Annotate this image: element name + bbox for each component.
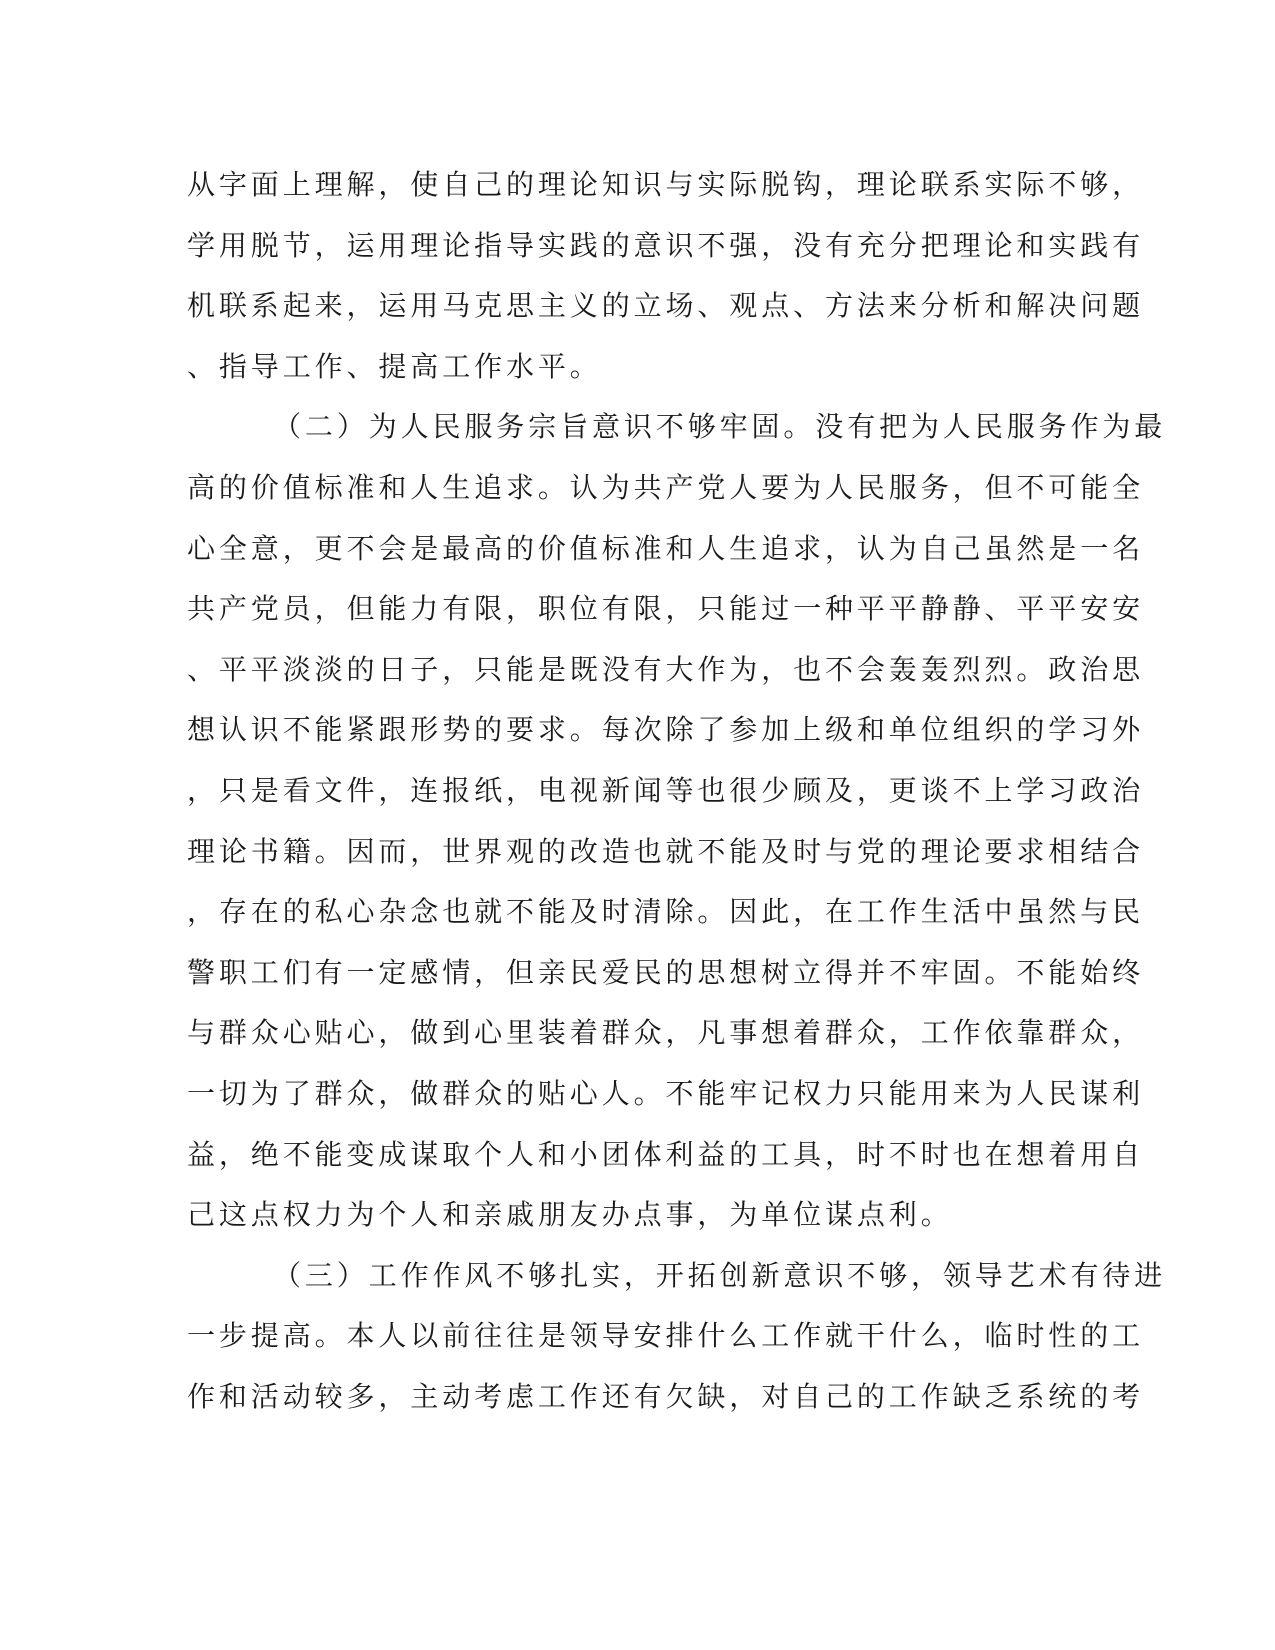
body-text <box>187 167 1167 1439</box>
text-line: 作和活动较多，主动考虑工作还有欠缺，对自己的工作缺乏系统的考 <box>187 1379 1145 1413</box>
text-line: 与群众心贴心，做到心里装着群众，凡事想着群众，工作依靠群众， <box>187 1016 1145 1050</box>
text-line: 想认识不能紧跟形势的要求。每次除了参加上级和单位组织的学习外 <box>187 713 1145 747</box>
text-line: 心全意，更不会是最高的价值标准和人生追求，认为自己虽然是一名 <box>187 531 1145 565</box>
text-line: 警职工们有一定感情，但亲民爱民的思想树立得并不牢固。不能始终 <box>187 955 1145 989</box>
text-line: 从字面上理解，使自己的理论知识与实际脱钩，理论联系实际不够， <box>187 168 1145 201</box>
paragraph-start-line: （二）为人民服务宗旨意识不够牢固。没有把为人民服务作为最 <box>273 410 1167 444</box>
paragraph-start-line: （三）工作作风不够扎实，开拓创新意识不够，领导艺术有待进 <box>273 1258 1167 1292</box>
text-line: 益，绝不能变成谋取个人和小团体利益的工具，时不时也在想着用自 <box>187 1137 1145 1171</box>
text-line: 、指导工作、提高工作水平。 <box>187 349 602 383</box>
text-line: 己这点权力为个人和亲戚朋友办点事，为单位谋点利。 <box>187 1198 953 1232</box>
text-line: 一切为了群众，做群众的贴心人。不能牢记权力只能用来为人民谋利 <box>187 1076 1145 1110</box>
text-line: ，只是看文件，连报纸，电视新闻等也很少顾及，更谈不上学习政治 <box>187 773 1145 807</box>
text-line: 一步提高。本人以前往往是领导安排什么工作就干什么，临时性的工 <box>187 1319 1145 1353</box>
text-line: ，存在的私心杂念也就不能及时清除。因此，在工作生活中虽然与民 <box>187 895 1145 929</box>
text-line: 理论书籍。因而，世界观的改造也就不能及时与党的理论要求相结合 <box>187 834 1145 868</box>
text-line: 高的价值标准和人生追求。认为共产党人要为人民服务，但不可能全 <box>187 470 1145 504</box>
text-line: 学用脱节，运用理论指导实践的意识不强，没有充分把理论和实践有 <box>187 228 1145 262</box>
text-line: 共产党员，但能力有限，职位有限，只能过一种平平静静、平平安安 <box>187 592 1145 626</box>
text-line: 机联系起来，运用马克思主义的立场、观点、方法来分析和解决问题 <box>187 289 1145 323</box>
text-line: 、平平淡淡的日子，只能是既没有大作为，也不会轰轰烈烈。政治思 <box>187 652 1145 686</box>
